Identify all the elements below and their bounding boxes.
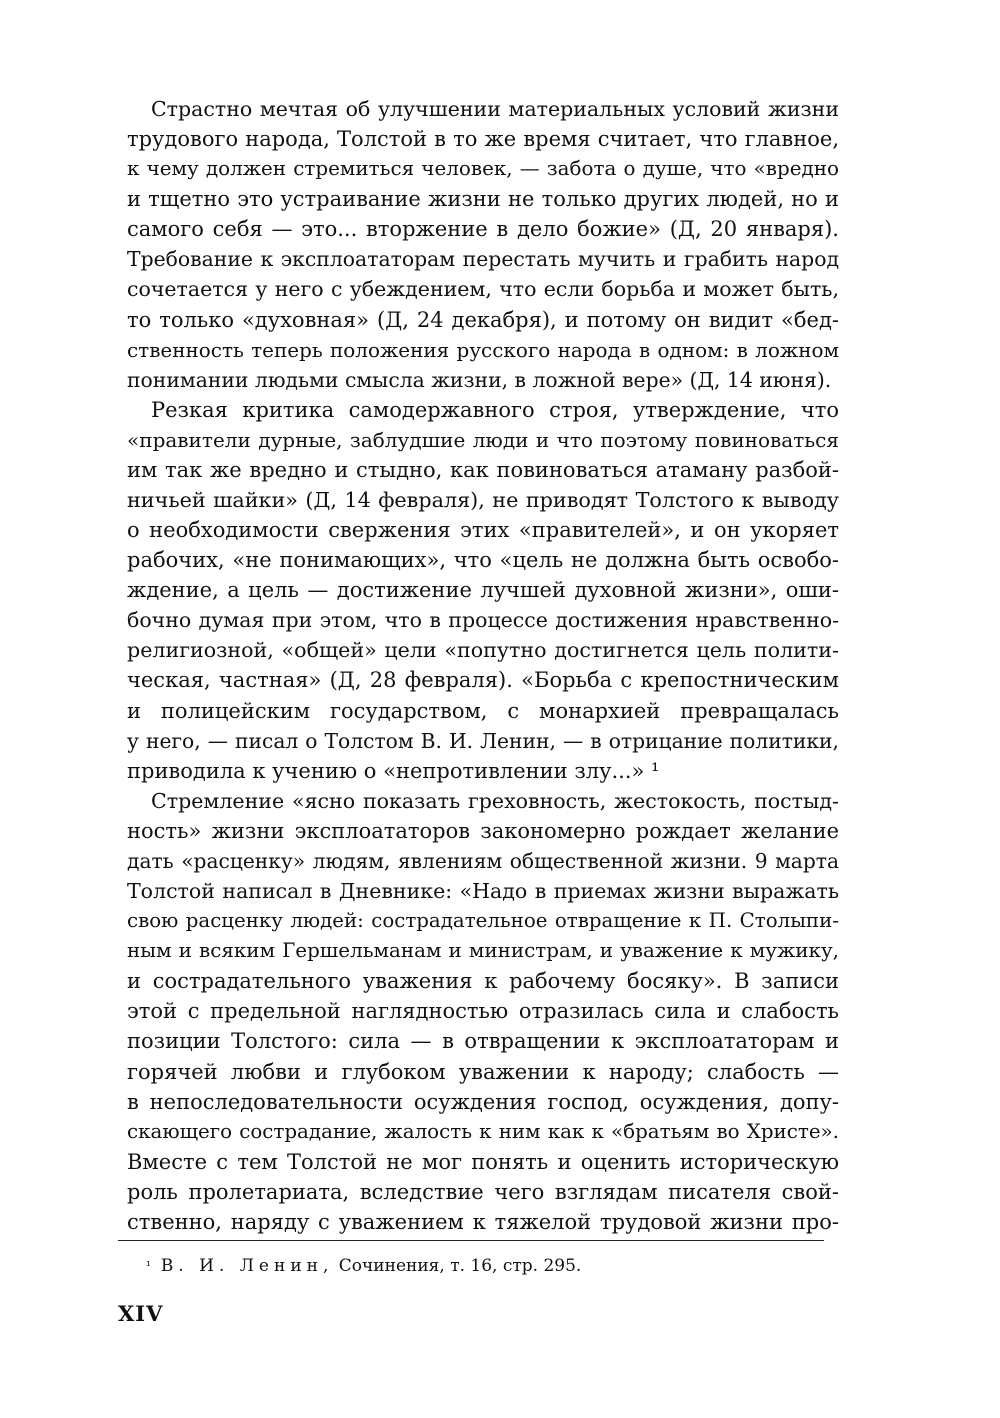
text-line: рабочих, «не понимающих», что «цель не должна быть освобо- [127, 548, 839, 573]
text-line: ждение, а цель — достижение лучшей духовной жизни», оши- [127, 578, 839, 603]
text-line: Вместе с тем Толстой не мог понять и оценить историческую [127, 1149, 839, 1174]
text-line: Страстно мечтая об улучшении материальных условий жизни [151, 97, 839, 121]
text-line: самого себя — это... вторжение в дело божие» (Д, 20 января). [127, 217, 839, 242]
text-line: трудового народа, Толстой в то же время считает, что главное, [127, 127, 839, 152]
text-line: и тщетно это устраивание жизни не только других людей, но и [127, 187, 839, 212]
text-line: у него, — писал о Толстом В. И. Ленин, — в отрицание политики, [127, 728, 839, 753]
text-line: и сострадательного уважения к рабочему босяку». В записи [127, 969, 839, 994]
footnote [146, 1255, 581, 1277]
text-line: в непоследовательности осуждения господ, осуждения, допу- [127, 1089, 839, 1114]
footnote-author: В. И. Ленин, [160, 1256, 334, 1276]
text-line: религиозной, «общей» цели «попутно достигнется цель полити- [127, 638, 839, 663]
text-line: ным и всяким Гершельманам и министрам, и уважение к мужику, [127, 939, 839, 963]
text-line: ственно, наряду с уважением к тяжелой трудовой жизни про- [127, 1209, 839, 1234]
text-line: «правители дурные, заблудшие люди и что поэтому повиноваться [127, 427, 839, 452]
text-line: этой с предельной наглядностью отразилась сила и слабость [127, 999, 839, 1024]
text-line: дать «расценку» людям, явлениям общественной жизни. 9 марта [127, 848, 839, 873]
text-line: Требование к эксплоататорам перестать мучить и грабить народ [127, 247, 839, 272]
text-line: и полицейским государством, с монархией превращалась [127, 698, 839, 723]
text-line: позиции Толстого: сила — в отвращении к эксплоататорам и [127, 1029, 839, 1054]
footnote-source: Сочинения, т. 16, стр. 295. [338, 1256, 582, 1276]
text-line: к чему должен стремиться человек, — забота о душе, что «вредно [127, 157, 839, 181]
text-line: ческая, частная» (Д, 28 февраля). «Борьба с крепостническим [127, 668, 839, 693]
text-line: о необходимости свержения этих «правителей», и он укоряет [127, 518, 839, 543]
footnote-separator [118, 1240, 824, 1241]
text-line: сочетается у него с убеждением, что если борьба и может быть, [127, 277, 839, 302]
text-line: ственность теперь положения русского народа в одном: в ложном [127, 337, 839, 362]
text-line: роль пролетариата, вследствие чего взглядам писателя свой- [127, 1179, 839, 1204]
text-line: то только «духовная» (Д, 24 декабря), и потому он видит «бед- [127, 307, 839, 332]
text-line: скающего сострадание, жалость к ним как к «братьям во Христе». [127, 1119, 839, 1143]
text-line: приводила к учению о «непротивлении злу...» ¹ [127, 758, 660, 783]
text-line: ничьей шайки» (Д, 14 февраля), не приводят Толстого к выводу [127, 488, 839, 513]
footnote-mark: ¹ [146, 1259, 151, 1273]
body-text [127, 94, 839, 1237]
text-line: Толстой написал в Дневнике: «Надо в приемах жизни выражать [127, 879, 839, 904]
text-line: свою расценку людей: сострадательное отвращение к П. Столыпи- [127, 909, 839, 933]
text-line: бочно думая при этом, что в процессе достижения нравственно- [127, 608, 839, 633]
text-line: им так же вредно и стыдно, как повиноваться атаману разбой- [127, 457, 839, 482]
page-number: XIV [118, 1301, 164, 1326]
text-line: ность» жизни эксплоататоров закономерно рождает желание [127, 818, 839, 843]
text-line: Резкая критика самодержавного строя, утверждение, что [151, 397, 839, 422]
text-line: горячей любви и глубоком уважении к народу; слабость — [127, 1059, 839, 1084]
text-line: Стремление «ясно показать греховность, жестокость, постыд- [151, 788, 839, 813]
text-line: понимании людьми смысла жизни, в ложной вере» (Д, 14 июня). [127, 367, 832, 392]
